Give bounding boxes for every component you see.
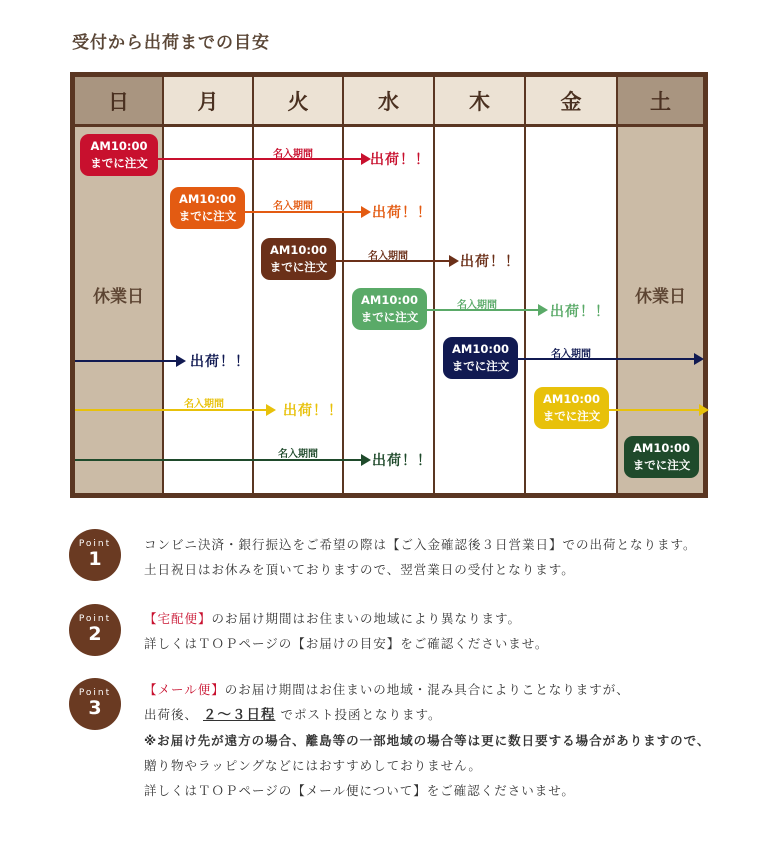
shipped-label: 出荷！！ xyxy=(283,403,343,419)
order-deadline-badge: AM10:00 までに注文 xyxy=(624,436,699,478)
shipped-label: 出荷！！ xyxy=(550,304,610,320)
name-period-label: 名入期間 xyxy=(273,201,313,212)
order-deadline-badge: AM10:00 までに注文 xyxy=(80,134,158,176)
name-period-label: 名入期間 xyxy=(273,149,313,160)
shipped-label: 出荷！！ xyxy=(372,453,432,469)
holiday-label: 休業日 xyxy=(635,287,686,307)
shipped-label: 出荷！！ xyxy=(190,354,250,370)
column-saturday xyxy=(618,77,703,493)
column-thursday xyxy=(435,77,524,493)
point-2-text: 【宅配便】のお届け期間はお住まいの地域により異なります。 詳しくはＴＯＰページの【お届けの目安】をご確認くださいませ。 xyxy=(144,611,549,651)
day-header-monday: 月 xyxy=(164,77,252,124)
point-badge-1: Point 1 xyxy=(69,529,121,581)
name-period-label: 名入期間 xyxy=(184,399,224,410)
day-header-friday: 金 xyxy=(526,77,616,124)
column-wednesday xyxy=(344,77,433,493)
day-header-sunday: 日 xyxy=(75,77,162,124)
name-period-label: 名入期間 xyxy=(457,300,497,311)
shipped-label: 出荷！！ xyxy=(460,254,520,270)
name-period-arrow xyxy=(75,459,365,461)
point-3-text: 【メール便】のお届け期間はお住まいの地域・混み具合によりことなりますが、 出荷後、 ２～３日程 でポスト投函となります。 ※お届け先が遠方の場合、離島等の一部地域の場合等は更に数日要する場合がありますので、 贈り物やラッピングなどにはおすすめしておりません。 詳しくはＴＯＰページの【メール便について】をご確認くださいませ。 xyxy=(144,682,711,798)
shipping-schedule xyxy=(70,72,708,498)
column-friday xyxy=(526,77,616,493)
day-header-thursday: 木 xyxy=(435,77,524,124)
point-1-text: コンビニ決済・銀行振込をご希望の際は【ご入金確認後３日営業日】での出荷となります。 土日祝日はお休みを頂いておりますので、翌営業日の受付となります。 xyxy=(144,537,697,577)
column-tuesday xyxy=(254,77,342,493)
page-title: 受付から出荷までの目安 xyxy=(72,33,270,53)
point-badge-2: Point 2 xyxy=(69,604,121,656)
name-period-label: 名入期間 xyxy=(551,349,591,360)
name-period-arrow xyxy=(150,158,365,160)
point-badge-3: Point 3 xyxy=(69,678,121,730)
day-header-tuesday: 火 xyxy=(254,77,342,124)
order-deadline-badge: AM10:00 までに注文 xyxy=(170,187,245,229)
day-header-saturday: 土 xyxy=(618,77,703,124)
name-period-label: 名入期間 xyxy=(278,449,318,460)
holiday-label: 休業日 xyxy=(93,287,144,307)
column-monday xyxy=(164,77,252,493)
name-period-label: 名入期間 xyxy=(368,251,408,262)
order-deadline-badge: AM10:00 までに注文 xyxy=(534,387,609,429)
continuation-arrow xyxy=(75,360,180,362)
name-period-arrow xyxy=(510,358,698,360)
name-period-arrow xyxy=(605,409,703,411)
order-deadline-badge: AM10:00 までに注文 xyxy=(352,288,427,330)
name-period-arrow xyxy=(75,409,270,411)
order-deadline-badge: AM10:00 までに注文 xyxy=(443,337,518,379)
shipped-label: 出荷！！ xyxy=(372,205,432,221)
day-header-wednesday: 水 xyxy=(344,77,433,124)
order-deadline-badge: AM10:00 までに注文 xyxy=(261,238,336,280)
shipped-label: 出荷！！ xyxy=(370,152,430,168)
